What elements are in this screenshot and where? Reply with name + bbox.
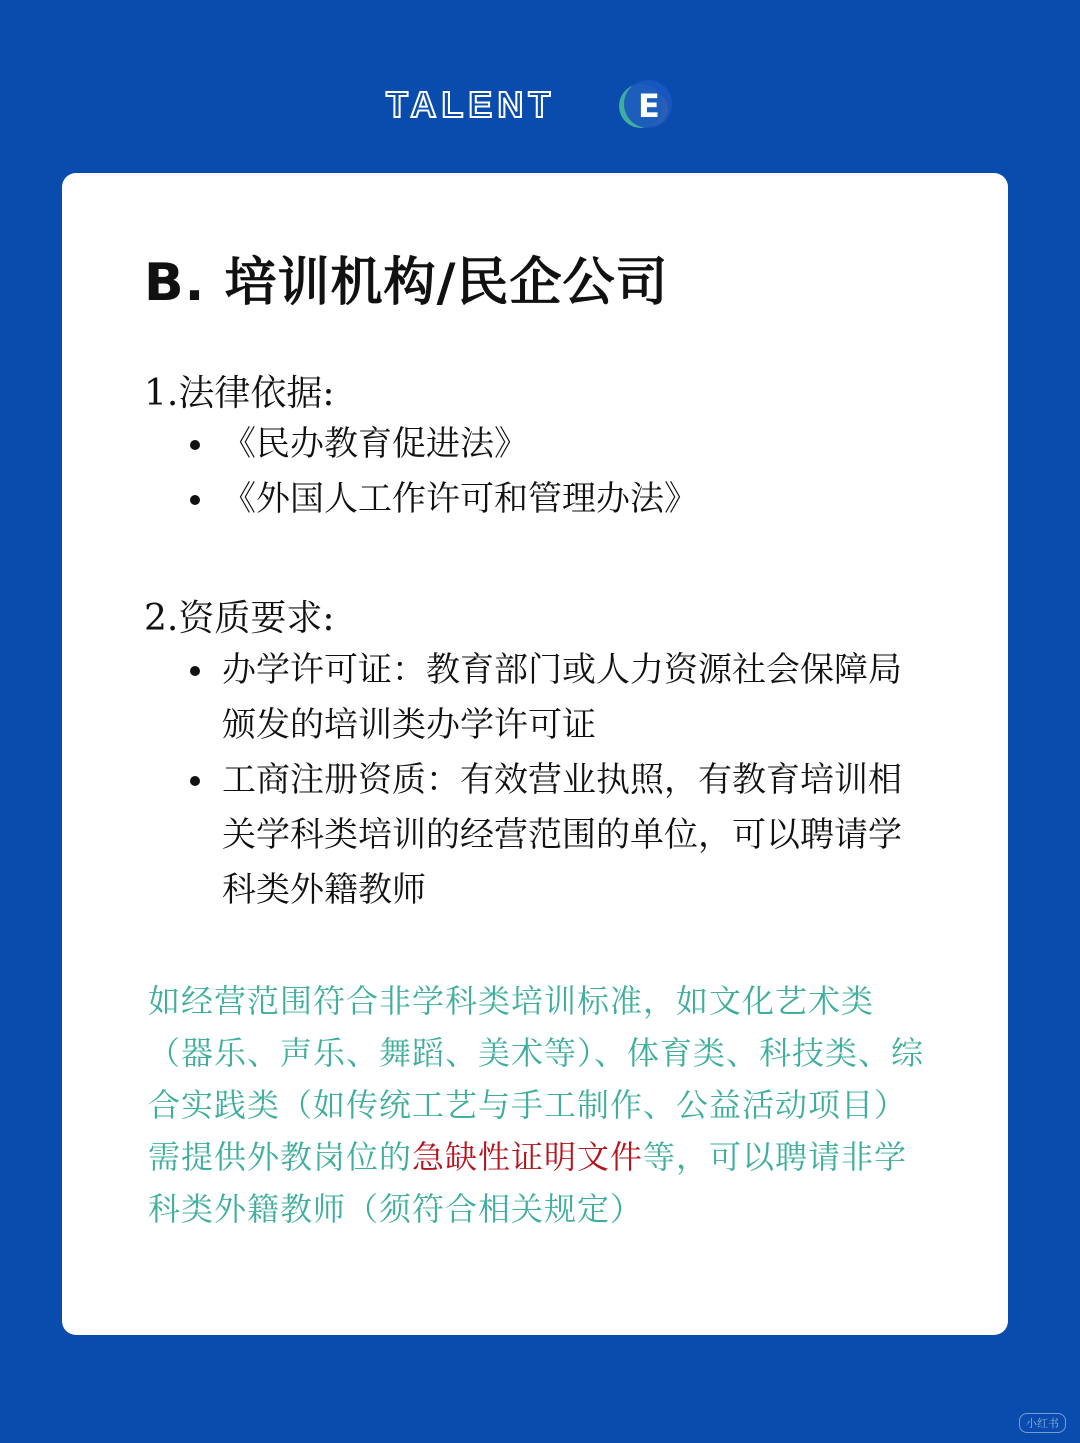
watermark: 小红书 (1019, 1413, 1066, 1433)
section-title-qualifications: 2.资质要求: (144, 598, 335, 639)
list-item-text: 《民办教育促进法》 (222, 424, 528, 464)
talente-logo (386, 72, 686, 142)
note-text-before: 如经营范围符合非学科类培训标准，如文化艺术类（器乐、声乐、舞蹈、美术等）、体育类、科技类、综合实践类（如传统工艺与手工制作、公益活动项目）需提供外教岗位的 (148, 982, 925, 1176)
bullet-icon (190, 495, 200, 505)
note-highlight: 急缺性证明文件 (412, 1138, 644, 1176)
list-item (184, 753, 924, 918)
note-paragraph (148, 975, 928, 1235)
logo-mark-letter: E (638, 87, 660, 125)
list-item-text: 办学许可证：教育部门或人力资源社会保障局颁发的培训类办学许可证 (222, 650, 902, 745)
page-title: B. 培训机构/民企公司 (144, 253, 669, 313)
bullet-icon (190, 666, 200, 676)
legal-basis-list (184, 417, 924, 527)
logo-wordmark: TALENT (386, 84, 556, 125)
list-item (184, 643, 924, 753)
bullet-icon (190, 776, 200, 786)
list-item (184, 472, 924, 527)
bullet-icon (190, 440, 200, 450)
list-item (184, 417, 924, 472)
qualifications-list (184, 643, 924, 918)
list-item-text: 工商注册资质：有效营业执照，有教育培训相关学科类培训的经营范围的单位，可以聘请学科类外籍教师 (222, 760, 902, 910)
note-text-after: 等，可以聘请非学科类外籍教师（须符合相关规定） (148, 1138, 908, 1228)
logo-mark-icon (386, 72, 686, 142)
list-item-text: 《外国人工作许可和管理办法》 (222, 479, 698, 519)
section-title-legal-basis: 1.法律依据: (144, 373, 335, 414)
